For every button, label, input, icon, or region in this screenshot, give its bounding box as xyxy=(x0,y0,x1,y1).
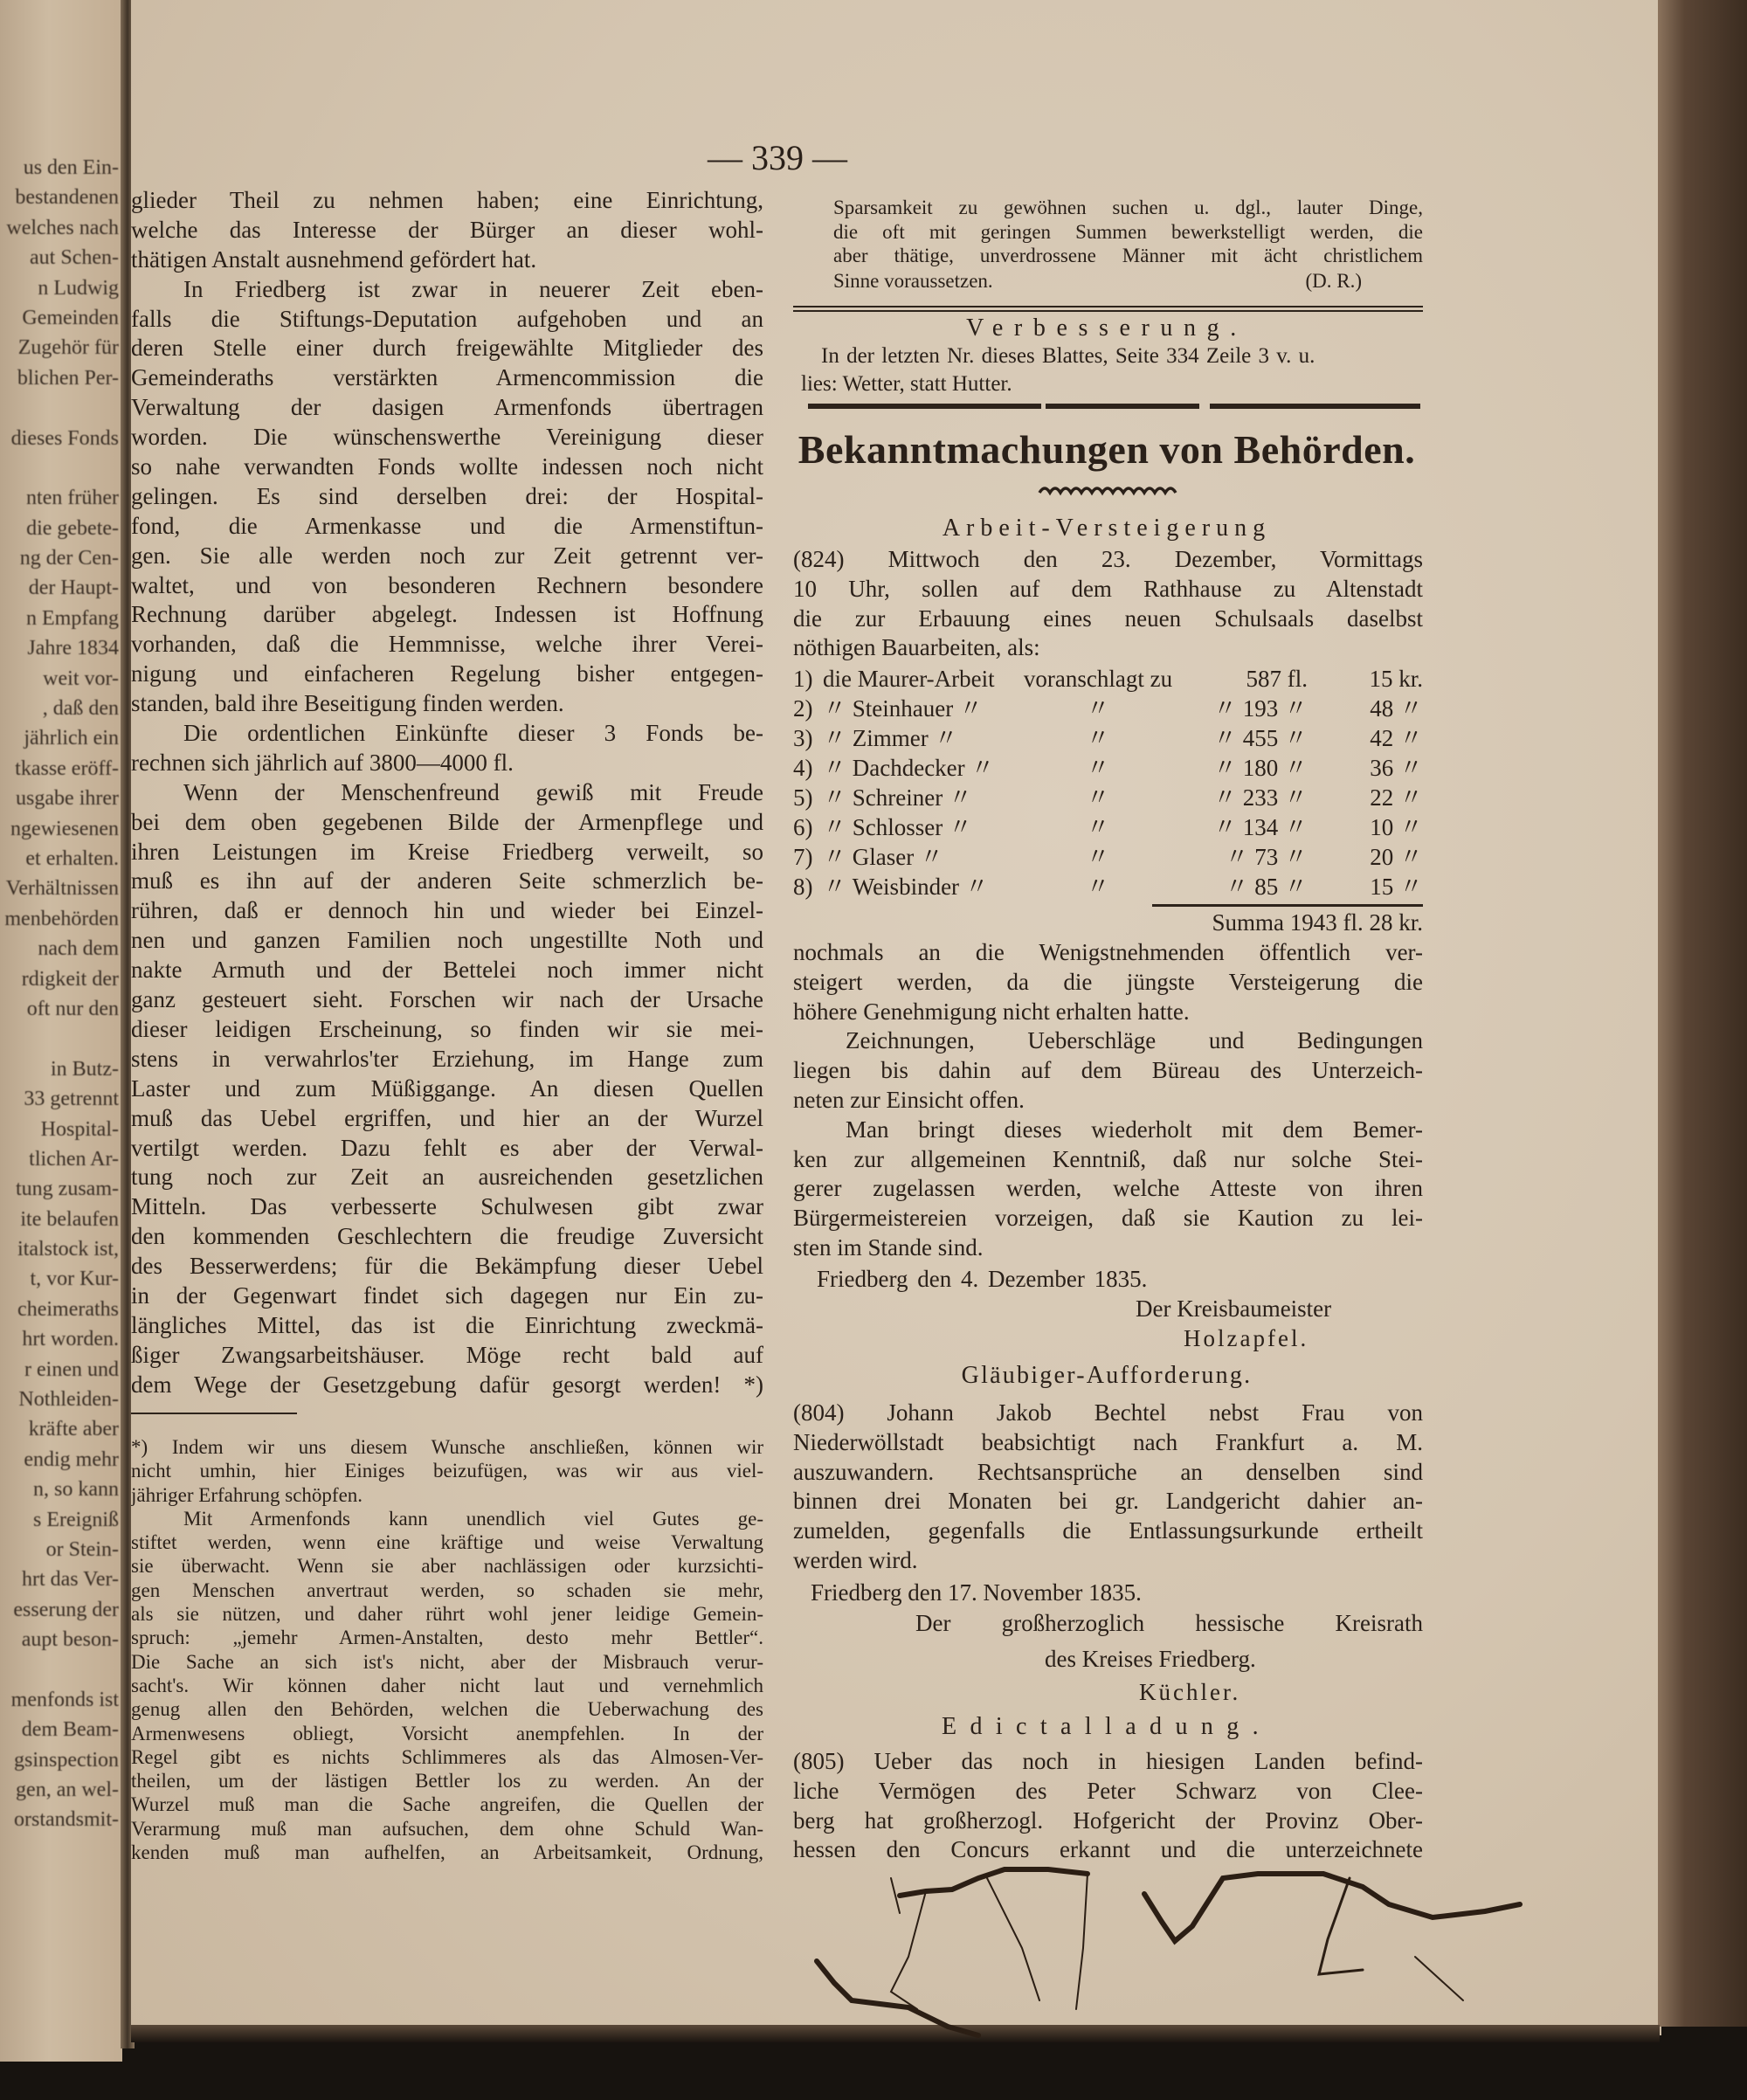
text-line: Verwaltung der dasigen Armenfonds übertragen xyxy=(131,394,763,421)
item-florins: 〃 180 〃 xyxy=(1213,755,1308,781)
text-line: blichen Per- xyxy=(17,366,119,390)
creditors-text xyxy=(793,1399,1423,1576)
text-line: usgabe ihrer xyxy=(16,787,119,811)
text-line: stens in verwahrlos'ter Erziehung, im Hange zum xyxy=(131,1045,763,1072)
text-line: Gemeinderaths verstärkten Armencommission die xyxy=(131,364,763,391)
item-trade: die Maurer-Arbeit xyxy=(823,666,995,692)
text-line: aber thätige, unverdrossene Männer mit ächt christlichem xyxy=(833,245,1423,267)
item-number: 4) xyxy=(793,755,813,781)
text-line: worden. Die wünschenswerthe Vereinigung dieser xyxy=(131,424,763,451)
text-line: sie überwacht. Wenn sie aber nachlässigen oder kurzsichti- xyxy=(131,1555,763,1578)
text-line: steigert werden, da die jüngste Versteigerung die xyxy=(793,968,1423,995)
item-trade: 〃 Glaser 〃 xyxy=(823,844,943,870)
edict-title: Edictalladung. xyxy=(941,1713,1273,1740)
text-line: ganz gesteuert sieht. Forschen wir nach der Ursache xyxy=(131,986,763,1013)
text-line: aupt beson- xyxy=(21,1628,119,1652)
text-line: orstandsmit- xyxy=(14,1808,119,1832)
item-kreuzer: 10 〃 xyxy=(1370,814,1423,840)
text-line: Die Sache an sich ist's nicht, aber der Misbrauch verur- xyxy=(131,1650,763,1673)
text-line: r einen und xyxy=(24,1357,119,1381)
text-line: jährlich ein xyxy=(24,727,119,750)
text-line: genug allen den Behörden, welchen die Ueberwachung des xyxy=(131,1698,763,1721)
text-line: die oft mit geringen Summen bewerkstelligt werden, die xyxy=(833,220,1423,243)
text-line: ngewiesenen xyxy=(10,817,119,840)
table-row xyxy=(793,664,1423,694)
text-line xyxy=(0,453,119,483)
text-line: welches nach xyxy=(6,216,119,239)
text-line: stiftet werden, wenn eine kräftige und weise Verwaltung xyxy=(131,1531,763,1554)
text-line: ng der Cen- xyxy=(19,547,119,570)
text-line: Die ordentlichen Einkünfte dieser 3 Fonds be- xyxy=(183,720,763,747)
item-florins: 〃 134 〃 xyxy=(1213,814,1308,840)
text-line: standen, bald ihre Beseitigung finden werden. xyxy=(131,690,564,717)
text-line: menfonds ist xyxy=(10,1688,119,1711)
text-line: sten im Stande sind. xyxy=(793,1233,984,1261)
section-heading: Bekanntmachungen von Behörden. xyxy=(798,427,1416,472)
item-trade: 〃 Schreiner 〃 xyxy=(823,784,972,811)
text-line: dieser leidigen Erscheinung, so finden wir sie mei- xyxy=(131,1015,763,1042)
creditors-place-date: Friedberg den 17. November 1835. xyxy=(811,1579,1142,1606)
text-line: tkasse eröff- xyxy=(15,756,119,780)
text-line: nen und ganzen Familien noch ungestillte Noth und xyxy=(131,927,763,954)
item-florins: 587 fl. xyxy=(1246,666,1308,692)
text-line: auszuwandern. Rechtsansprüche an denselben sind xyxy=(793,1458,1423,1485)
text-line: sacht's. Wir können daher nicht laut und vernehmlich xyxy=(131,1674,763,1696)
creditors-signer-name: Küchler. xyxy=(1139,1679,1241,1705)
text-line: or Stein- xyxy=(45,1537,119,1561)
footnote xyxy=(131,1435,763,1864)
wave-ornament xyxy=(1038,482,1177,496)
text-line: ßiger Zwangsarbeitshäuser. Möge recht bald auf xyxy=(131,1341,763,1368)
correction-line: lies: Wetter, statt Hutter. xyxy=(801,372,1012,396)
text-line: gelingen. Es sind derselben drei: der Hospital- xyxy=(131,482,763,509)
item-estimate-label: 〃 xyxy=(1086,844,1110,870)
text-line xyxy=(0,1655,119,1685)
item-florins: 〃 193 〃 xyxy=(1213,695,1308,722)
correction-line: In der letzten Nr. dieses Blattes, Seite 334 Zeile 3 v. u. xyxy=(821,344,1315,368)
text-line: bei dem oben gegebenen Bilde der Armenpflege und xyxy=(131,808,763,835)
text-line: (805) Ueber das noch in hiesigen Landen befind- xyxy=(793,1748,1423,1774)
text-line: ken zur allgemeinen Kenntniß, daß nur solche Stei- xyxy=(793,1145,1423,1172)
sum-total: Summa 1943 fl. 28 kr. xyxy=(1212,909,1423,936)
creditors-signer-line: des Kreises Friedberg. xyxy=(1045,1646,1256,1672)
text-line: nigung und einfacheren Regelung bisher entgegen- xyxy=(131,660,763,687)
item-florins: 〃 455 〃 xyxy=(1213,725,1308,751)
item-estimate-label: 〃 xyxy=(1086,755,1110,781)
text-line: n, so kann xyxy=(33,1478,119,1502)
text-line: Hospital- xyxy=(40,1117,119,1141)
table-row xyxy=(793,753,1423,783)
text-line: den kommenden Geschlechtern die freudige Zuversicht xyxy=(131,1223,763,1250)
table-row xyxy=(793,842,1423,872)
item-number: 7) xyxy=(793,844,813,870)
text-line: , daß den xyxy=(42,697,119,721)
text-line: in Butz- xyxy=(51,1057,119,1081)
text-line: hrt worden. xyxy=(22,1328,119,1351)
text-line: Verarmung muß man aufsuchen, dem ohne Schuld Wan- xyxy=(131,1817,763,1840)
text-line: Mit Armenfonds kann unendlich viel Gutes ge- xyxy=(183,1507,763,1530)
double-rule-top xyxy=(793,306,1423,307)
text-line: fond, die Armenkasse und die Armenstiftun- xyxy=(131,512,763,539)
text-line: Man bringt dieses wiederholt mit dem Bemer- xyxy=(846,1116,1423,1143)
auction-signer-name: Holzapfel. xyxy=(1184,1325,1309,1351)
auction-title: Arbeit-Versteigerung xyxy=(942,515,1272,542)
edict-text xyxy=(793,1747,1423,1865)
text-line: dieses Fonds xyxy=(10,426,119,450)
text-line: Verhältnissen xyxy=(5,877,119,901)
text-line: Wurzel muß man die Sache angreifen, die Quellen der xyxy=(131,1793,763,1816)
text-line: menbehörden xyxy=(4,907,119,930)
text-line: Jahre 1834 xyxy=(27,637,119,660)
text-line: nicht umhin, hier Einiges beizufügen, was wir aus viel- xyxy=(131,1460,763,1482)
text-line: endig mehr xyxy=(24,1447,119,1471)
text-line: welche das Interesse der Bürger an dieser wohl- xyxy=(131,216,763,243)
text-line: muß das Uebel ergriffen, und hier an der Wurzel xyxy=(131,1104,763,1131)
text-line: tung zusam- xyxy=(16,1178,119,1201)
text-line: gen Menschen anvertraut werden, so schaden sie mehr, xyxy=(131,1578,763,1601)
text-line: Sparsamkeit zu gewöhnen suchen u. dgl., lauter Dinge, xyxy=(833,197,1423,218)
item-trade: 〃 Zimmer 〃 xyxy=(823,725,958,751)
text-line: kräfte aber xyxy=(28,1418,119,1441)
text-line: die zur Erbauung eines neuen Schulsaals daselbst xyxy=(793,604,1423,632)
text-line: als sie nützen, und daher rührt wohl jener leidige Gemein- xyxy=(131,1603,763,1626)
text-line: Armenwesens obliegt, Vorsicht anempfehlen. In der xyxy=(131,1722,763,1744)
item-estimate-label: 〃 xyxy=(1086,874,1110,900)
text-line: höhere Genehmigung nicht erhalten hatte. xyxy=(793,998,1190,1025)
text-line: gerer zugelassen werden, welche Atteste von ihren xyxy=(793,1175,1423,1202)
previous-page-edge xyxy=(0,0,122,2062)
cost-table xyxy=(793,664,1423,901)
text-line: weit vor- xyxy=(43,667,119,690)
text-line: s Ereigniß xyxy=(33,1508,119,1531)
text-line: zumelden, gegenfalls die Entlassungsurkunde ertheilt xyxy=(793,1517,1423,1544)
text-line: muß es ihn auf der anderen Seite schmerzlich be- xyxy=(131,867,763,895)
text-line: liche Vermögen des Peter Schwarz von Clee- xyxy=(793,1777,1423,1804)
text-line: n Empfang xyxy=(26,606,119,630)
item-florins: 〃 85 〃 xyxy=(1225,874,1308,900)
text-line: cheimeraths xyxy=(17,1297,119,1321)
table-row xyxy=(793,783,1423,812)
item-florins: 〃 233 〃 xyxy=(1213,784,1308,811)
text-line: Nothleiden- xyxy=(18,1388,119,1412)
text-line: n Ludwig xyxy=(38,276,119,300)
text-line: gen. Sie alle werden noch zur Zeit getrennt ver- xyxy=(131,542,763,569)
table-row xyxy=(793,812,1423,842)
text-line: nakte Armuth und der Bettelei noch immer nicht xyxy=(131,957,763,984)
text-line: Mitteln. Das verbesserte Schulwesen gibt zwar xyxy=(131,1193,763,1220)
text-line: Wenn der Menschenfreund gewiß mit Freude xyxy=(183,778,763,805)
text-line: Regel gibt es nichts Schlimmeres als das Almosen-Ver- xyxy=(131,1745,763,1768)
item-kreuzer: 20 〃 xyxy=(1370,844,1423,870)
item-estimate-label: 〃 xyxy=(1086,784,1110,811)
table-row xyxy=(793,694,1423,723)
text-line: falls die Stiftungs-Deputation aufgehoben und an xyxy=(131,305,763,332)
item-kreuzer: 42 〃 xyxy=(1370,725,1423,751)
auction-place-date: Friedberg den 4. Dezember 1835. xyxy=(817,1266,1148,1292)
double-rule-bottom xyxy=(793,310,1423,312)
text-line: so nahe verwandten Fonds wollte indessen noch nicht xyxy=(131,453,763,480)
left-column-text xyxy=(131,186,763,1400)
text-line: dem Wege der Gesetzgebung dafür gesorgt werden! *) xyxy=(131,1371,763,1398)
text-line: Laster und zum Müßiggange. An diesen Quellen xyxy=(131,1074,763,1102)
text-line: binnen drei Monaten bei gr. Landgericht dahier an- xyxy=(793,1488,1423,1515)
text-line: rühren, daß er dennoch hin und wieder bei Einzel- xyxy=(131,897,763,924)
text-line: thätigen Anstalt ausnehmend gefördert hat. xyxy=(131,245,537,273)
text-line: hessen den Concurs erkannt und die unterzeichnete xyxy=(793,1836,1423,1863)
text-line: (804) Johann Jakob Bechtel nebst Frau von xyxy=(793,1399,1423,1426)
text-line xyxy=(0,393,119,423)
text-line: waltet, und von besonderen Rechnern besondere xyxy=(131,571,763,598)
item-number: 2) xyxy=(793,695,813,722)
text-line: gsinspection xyxy=(14,1748,119,1772)
creditors-title: Gläubiger-Aufforderung. xyxy=(961,1362,1253,1389)
text-line: t, vor Kur- xyxy=(30,1268,119,1291)
text-line: des Besserwerdens; für die Bekämpfung dieser Uebel xyxy=(131,1253,763,1280)
text-line: (824) Mittwoch den 23. Dezember, Vormittags xyxy=(793,546,1423,572)
item-trade: 〃 Weisbinder 〃 xyxy=(823,874,989,900)
item-estimate-label: 〃 xyxy=(1086,695,1110,722)
item-trade: 〃 Schlosser 〃 xyxy=(823,814,972,840)
text-line: *) Indem wir uns diesem Wunsche anschließen, können wir xyxy=(131,1436,763,1458)
note-signature: (D. R.) xyxy=(1305,270,1362,292)
item-trade: 〃 Dachdecker 〃 xyxy=(823,755,995,781)
text-line: deren Stelle einer durch freigewählte Mitglieder des xyxy=(131,335,763,362)
text-line: theilen, um der lästigen Bettler los zu werden. An der xyxy=(131,1770,763,1793)
text-line: rechnen sich jährlich auf 3800—4000 fl. xyxy=(131,749,514,776)
text-line: berg hat großherzogl. Hofgericht der Provinz Ober- xyxy=(793,1806,1423,1834)
text-line: aut Schen- xyxy=(30,246,119,270)
page-bottom-edge xyxy=(131,2025,1660,2042)
book-cover-edge xyxy=(1658,0,1747,2027)
text-line: in der Gegenwart findet sich dagegen nur Ein zu- xyxy=(131,1281,763,1309)
note-text: Sinne voraussetzen. xyxy=(833,270,993,292)
text-line: Gemeinden xyxy=(22,306,119,329)
item-number: 5) xyxy=(793,784,813,811)
auction-signer-title: Der Kreisbaumeister xyxy=(1136,1295,1332,1322)
thick-rule-segment xyxy=(1046,404,1199,409)
text-line: nach dem xyxy=(38,937,119,961)
text-line: nochmals an die Wenigstnehmenden öffentlich ver- xyxy=(793,939,1423,965)
thick-rule-segment xyxy=(1210,404,1420,409)
text-line: der Haupt- xyxy=(28,577,119,600)
item-estimate-label: 〃 xyxy=(1086,814,1110,840)
editor-note xyxy=(833,196,1423,268)
text-line: jähriger Erfahrung schöpfen. xyxy=(131,1483,363,1506)
text-line: vorhanden, daß die Hemmnisse, welche ihrer Verei- xyxy=(131,631,763,658)
footnote-rule xyxy=(131,1413,297,1414)
text-line: esserung der xyxy=(13,1598,119,1621)
text-line: glieder Theil zu nehmen haben; eine Einrichtung, xyxy=(131,187,763,213)
text-line: tung noch zur Zeit an ausreichenden gesetzlichen xyxy=(131,1164,763,1191)
text-line: rdigkeit der xyxy=(21,967,119,991)
item-kreuzer: 15 kr. xyxy=(1369,666,1423,692)
item-estimate-label: 〃 xyxy=(1086,725,1110,751)
previous-page-fragments xyxy=(0,153,119,1835)
sum-rule xyxy=(1152,904,1423,907)
item-kreuzer: 48 〃 xyxy=(1370,695,1423,722)
correction-title: Verbesserung. xyxy=(966,314,1247,342)
text-line: ite belaufen xyxy=(20,1207,119,1231)
text-line: kenden muß man aufhelfen, an Arbeitsamkeit, Ordnung, xyxy=(131,1841,763,1864)
item-number: 8) xyxy=(793,874,813,900)
text-line: Rechnung darüber abgelegt. Indessen ist Hoffnung xyxy=(131,601,763,628)
text-line: spruch: „jemehr Armen-Anstalten, desto mehr Bettler“. xyxy=(131,1627,763,1649)
item-number: 6) xyxy=(793,814,813,840)
item-number: 1) xyxy=(793,666,813,692)
text-line: hrt das Ver- xyxy=(21,1568,119,1592)
editor-note-last-line xyxy=(833,269,1423,294)
text-line: liegen bis dahin auf dem Büreau des Unterzeich- xyxy=(793,1057,1423,1084)
table-row xyxy=(793,723,1423,753)
item-number: 3) xyxy=(793,725,813,751)
text-line: Zeichnungen, Ueberschläge und Bedingungen xyxy=(846,1027,1423,1054)
page-number: — 339 — xyxy=(708,138,847,177)
text-line: oft nur den xyxy=(26,997,119,1020)
text-line: bestandenen xyxy=(15,186,119,210)
text-line: Zugehör für xyxy=(17,336,119,360)
text-line xyxy=(0,1024,119,1053)
text-line: die gebete- xyxy=(26,516,119,540)
item-kreuzer: 22 〃 xyxy=(1370,784,1423,811)
text-line: gen, an wel- xyxy=(16,1779,119,1802)
text-line: In Friedberg ist zwar in neuerer Zeit eben- xyxy=(183,275,763,302)
auction-body xyxy=(793,938,1423,1263)
item-kreuzer: 15 〃 xyxy=(1370,874,1423,900)
text-line: italstock ist, xyxy=(17,1238,119,1261)
thick-rule-segment xyxy=(808,404,1041,409)
text-line: 33 getrennt xyxy=(24,1088,119,1111)
text-line: et erhalten. xyxy=(25,846,119,870)
text-line: neten zur Einsicht offen. xyxy=(793,1086,1025,1113)
text-line: 10 Uhr, sollen auf dem Rathhause zu Altenstadt xyxy=(793,575,1423,602)
text-line: Niederwöllstadt beabsichtigt nach Frankfurt a. M. xyxy=(793,1428,1423,1455)
text-line: nten früher xyxy=(26,487,119,510)
text-line: Bürgermeistereien vorzeigen, daß sie Kaution zu lei- xyxy=(793,1205,1423,1232)
text-line: us den Ein- xyxy=(23,156,119,179)
item-trade: 〃 Steinhauer 〃 xyxy=(823,695,983,722)
item-florins: 〃 73 〃 xyxy=(1225,844,1308,870)
table-row xyxy=(793,872,1423,901)
item-kreuzer: 36 〃 xyxy=(1370,755,1423,781)
text-line: vertilgt werden. Dazu fehlt es aber der Verwal- xyxy=(131,1134,763,1161)
text-line: nöthigen Bauarbeiten, als: xyxy=(793,634,1040,661)
creditors-signer-line: Der großherzoglich hessische Kreisrath xyxy=(915,1610,1423,1636)
text-line: ihren Leistungen im Kreise Friedberg verweilt, so xyxy=(131,838,763,865)
text-line: werden wird. xyxy=(793,1546,918,1573)
item-estimate-label: voranschlagt zu xyxy=(1023,666,1173,692)
text-line: dem Beam- xyxy=(21,1718,119,1742)
text-line: tlichen Ar- xyxy=(29,1147,119,1171)
text-line: längliches Mittel, das ist die Einrichtung zweckmä- xyxy=(131,1311,763,1338)
auction-intro xyxy=(793,545,1423,663)
